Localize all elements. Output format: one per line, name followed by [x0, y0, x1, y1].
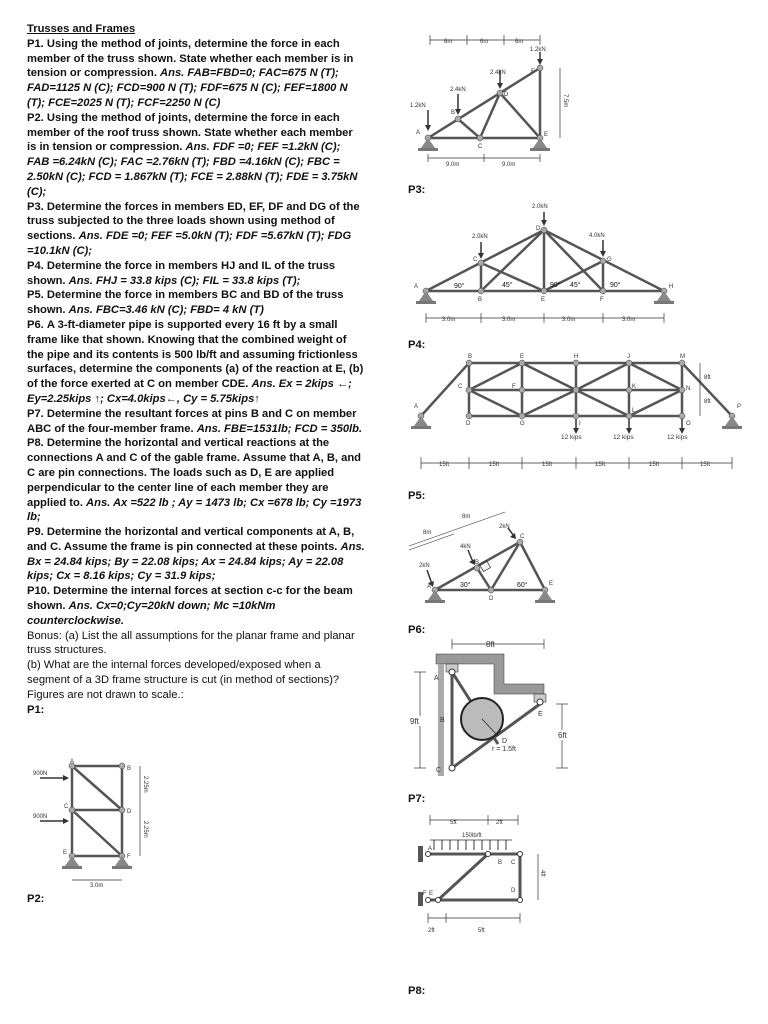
p4-dim-8: 15ft	[700, 462, 711, 468]
figure-p2	[408, 28, 578, 170]
fig-label-p2: P2:	[27, 893, 45, 905]
problem-1	[27, 37, 365, 111]
p2-dim-6: 9.0m	[502, 162, 516, 168]
svg-text:H: H	[669, 284, 674, 290]
p4-load-3: 12 kips	[667, 434, 688, 441]
p6-radius: r = 1.5ft	[492, 746, 516, 753]
problem-5	[27, 288, 365, 318]
svg-text:A: A	[434, 675, 439, 682]
problem-id: P2.	[27, 111, 44, 124]
p5-dim-2: 8m	[423, 530, 432, 536]
problem-id: P3.	[27, 200, 44, 213]
svg-text:H: H	[574, 354, 579, 360]
p2-load-3: 2.4kN	[490, 70, 506, 76]
p2-load-1: 1.2kN	[410, 103, 426, 109]
p3-angle-3: 90°	[550, 282, 561, 289]
svg-text:A: A	[70, 759, 75, 765]
svg-text:C: C	[511, 860, 516, 866]
svg-text:B: B	[498, 860, 503, 866]
svg-text:B: B	[475, 560, 480, 566]
svg-text:C: C	[473, 257, 478, 263]
svg-text:J: J	[627, 354, 630, 360]
svg-text:B: B	[440, 717, 445, 724]
problem-answer: Ans. FDF =0; FEF =1.2kN (C); FAB =6.24kN (C); FAC =2.76kN (T); FBD =4.16kN (C); FBC = 2.50kN (C); FCD = 1.867kN (T); FCE = 2.88kN (T); FDE = 3.75kN (C);	[27, 141, 358, 198]
p2-dim-4: 7.5m	[562, 94, 568, 108]
problem-4	[27, 259, 365, 289]
svg-text:K: K	[632, 384, 637, 390]
p7-dim-2: 2ft	[496, 820, 503, 826]
p3-angle-2: 45°	[502, 282, 513, 289]
figure-p7	[408, 808, 558, 940]
p3-load-3: 4.0kN	[589, 233, 605, 239]
problem-answer: Ans. Bx = 24.84 kips; By = 22.08 kips; Ax = 24.84 kips; Ay = 22.08 kips; Cx = 8.16 kips; Cy = 31.9 kips;	[27, 540, 365, 583]
problem-id: P8.	[27, 437, 44, 450]
svg-text:I: I	[579, 421, 581, 427]
scale-note: Figures are not drawn to scale.:	[27, 688, 184, 701]
problem-3	[27, 200, 365, 259]
svg-text:E: E	[541, 297, 546, 303]
fig-label-p3: P3:	[408, 184, 426, 196]
svg-text:D: D	[536, 226, 541, 232]
svg-text:A: A	[414, 284, 419, 290]
figure-p1	[30, 758, 180, 893]
svg-text:C: C	[458, 384, 463, 390]
p3-dim-2: 3.0m	[502, 317, 516, 323]
p3-load-1: 2.0kN	[472, 234, 488, 240]
p1-load-2: 900N	[33, 814, 48, 820]
p2-load-2: 2.4kN	[450, 87, 466, 93]
p2-load-4: 1.2kN	[530, 47, 546, 53]
problems-container	[27, 37, 365, 629]
problem-id: P9.	[27, 526, 44, 539]
svg-text:L: L	[632, 408, 636, 414]
svg-text:F: F	[423, 891, 427, 897]
problem-list	[27, 22, 365, 717]
fig-label-p1: P1:	[27, 703, 45, 716]
problem-text: A 3-ft-diameter pipe is supported every 16 ft by a small frame like that shown. Knowing that the combined weight of the pipe and its contents is 500 lb/ft and assuming frictionless surfaces, determine the components (a) of the reaction at E, (b) of the force exerted at C on member CDE.	[27, 318, 364, 391]
p7-load: 150lb/ft	[462, 833, 482, 839]
p2-dim-3: 6m	[515, 39, 524, 45]
p3-dim-4: 3.0m	[622, 317, 636, 323]
figure-p3	[410, 200, 682, 324]
bonus-b-text: (b) What are the internal forces developed/exposed when a segment of a 3D frame structure is cut (in method of sections)?	[27, 659, 340, 687]
problem-answer: Ans. Cx=0;Cy=20kN down; Mc =10kNm counterclockwise.	[27, 600, 276, 627]
p4-dim-2: 8ft	[704, 399, 711, 405]
page-title: Trusses and Frames	[27, 23, 136, 35]
p4-dim-7: 15ft	[649, 462, 660, 468]
problem-text: Determine the internal forces at section c-c for the beam shown.	[27, 585, 353, 613]
svg-text:B: B	[478, 297, 483, 303]
p2-dim-5: 9.0m	[446, 162, 460, 168]
svg-text:A: A	[416, 130, 421, 136]
p2-dim-2: 6m	[480, 39, 489, 45]
p3-angle-5: 90°	[610, 282, 621, 289]
p3-angle-4: 45°	[570, 282, 581, 289]
p4-load-2: 12 kips	[613, 434, 634, 441]
problem-9	[27, 525, 365, 584]
problem-text: Using the method of joints, determine the force in each member of the truss shown. State whether each member is in tension or compression.	[27, 37, 354, 80]
fig-label-p7: P7:	[408, 793, 426, 805]
svg-text:E: E	[544, 132, 549, 138]
svg-text:B: B	[468, 354, 473, 360]
problem-text: Determine the forces in members ED, EF, DF and DG of the truss subjected to the three loads shown using method of sections.	[27, 200, 360, 243]
svg-text:E: E	[429, 891, 434, 897]
svg-text:D: D	[127, 809, 132, 815]
problem-text: Determine the force in members BC and BD of the truss shown.	[27, 289, 344, 317]
problem-id: P4.	[27, 259, 44, 272]
figure-p4	[406, 350, 746, 474]
problem-8	[27, 436, 365, 525]
problem-7	[27, 407, 365, 437]
svg-text:F: F	[531, 69, 535, 75]
problem-id: P7.	[27, 407, 44, 420]
problem-text: Determine the resultant forces at pins B and C on member ABC of the four-member frame.	[27, 407, 357, 435]
p4-dim-4: 15ft	[489, 462, 500, 468]
problem-id: P6.	[27, 318, 44, 331]
bonus-text: Bonus: (a) List the all assumptions for the planar frame and planar truss structures.	[27, 629, 355, 657]
p5-load-1: 2kN	[419, 563, 430, 569]
p7-dim-5: 5ft	[478, 928, 485, 934]
p1-dim-3: 3.0m	[90, 883, 104, 889]
p5-load-3: 2kN	[499, 524, 510, 530]
svg-text:O: O	[686, 421, 691, 427]
svg-text:C: C	[436, 767, 442, 774]
problem-answer: Ans. FBC=3.46 kN (C); FBD= 4 kN (T)	[68, 304, 264, 317]
problem-answer: Ans. FAB=FBD=0; FAC=675 N (T); FAD=1125 N (C); FCD=900 N (T); FDF=675 N (C); FEF=1800 N (T); FCE=2025 N (T); FCF=2250 N (C)	[27, 67, 348, 109]
p1-dim-2: 2.25m	[142, 821, 148, 838]
p4-dim-1: 8ft	[704, 375, 711, 381]
p1-load-1: 900N	[33, 771, 48, 777]
problem-answer: Ans. Ax =522 lb ; Ay = 1473 lb; Cx =678 lb; Cy =1973 lb;	[27, 496, 362, 524]
fig-label-p5: P5:	[408, 490, 426, 502]
p7-dim-4: 2ft	[428, 928, 435, 934]
p4-dim-5: 15ft	[542, 462, 553, 468]
svg-text:F: F	[512, 384, 516, 390]
svg-text:B: B	[451, 110, 456, 116]
svg-text:G: G	[607, 257, 612, 263]
problem-answer: Ans. FHJ = 33.8 kips (C); FIL = 33.8 kips (T);	[68, 274, 301, 287]
problem-id: P5.	[27, 289, 44, 302]
p3-dim-1: 3.0m	[442, 317, 456, 323]
p6-dim-3: 6ft	[558, 731, 567, 740]
p3-load-2: 2.0kN	[532, 204, 548, 210]
problem-text: Determine the horizontal and vertical reactions at the connections A and C of the gable frame. Assume that A, B, and C are pin connections. The loads such as D, E are applied perpendicular to the center line of each member they are applied to.	[27, 437, 362, 509]
svg-text:P: P	[737, 404, 742, 410]
problem-10	[27, 584, 365, 628]
svg-text:D: D	[504, 92, 509, 98]
fig-label-p6: P6:	[408, 624, 426, 636]
p3-dim-3: 3.0m	[562, 317, 576, 323]
fig-label-p8: P8:	[408, 985, 426, 997]
svg-text:N: N	[686, 386, 691, 392]
problem-id: P10.	[27, 585, 51, 598]
svg-text:E: E	[63, 850, 68, 856]
p7-dim-1: 5ft	[450, 820, 457, 826]
p6-dim-1: 8ft	[486, 640, 495, 649]
svg-text:D: D	[466, 421, 471, 427]
svg-text:C: C	[520, 534, 525, 540]
p4-load-1: 12 kips	[561, 434, 582, 441]
svg-text:G: G	[520, 421, 525, 427]
p2-dim-1: 6m	[444, 39, 453, 45]
p7-dim-3: 4ft	[539, 870, 545, 877]
figure-p5	[405, 506, 565, 610]
problem-answer: Ans. FBE=1531lb; FCD = 350lb.	[196, 422, 363, 435]
p5-angle-1: 30°	[460, 582, 471, 589]
problem-text: Determine the horizontal and vertical components at A, B, and C. Assume the frame is pin connected at these points.	[27, 526, 355, 553]
p4-dim-6: 15ft	[595, 462, 606, 468]
svg-text:E: E	[520, 354, 525, 360]
p1-dim-1: 2.25m	[142, 776, 148, 793]
problem-text: Determine the force in members HJ and IL of the truss shown.	[27, 259, 336, 287]
figure-p6	[406, 636, 586, 778]
svg-text:B: B	[127, 766, 132, 772]
svg-text:E: E	[538, 711, 543, 718]
problem-answer: Ans. FDE =0; FEF =5.0kN (T); FDF =5.67kN (T); FDG =10.1kN (C);	[27, 230, 352, 257]
p3-angle-1: 90°	[454, 283, 465, 290]
p5-angle-2: 60°	[517, 582, 528, 589]
svg-text:D: D	[502, 738, 508, 745]
problem-answer: Ans. Ex = 2kips ←; Ey=2.25kips ↑; Cx=4.0kips←, Cy = 5.75kips↑	[27, 378, 352, 405]
problem-6	[27, 318, 365, 407]
svg-text:C: C	[478, 144, 483, 150]
svg-text:F: F	[600, 297, 604, 303]
svg-text:M: M	[680, 354, 685, 360]
svg-text:A: A	[414, 404, 419, 410]
p5-dim-1: 8m	[462, 514, 471, 520]
svg-text:D: D	[511, 888, 516, 894]
p4-dim-3: 15ft	[439, 462, 450, 468]
svg-text:E: E	[549, 581, 554, 587]
problem-2	[27, 111, 365, 200]
problem-id: P1.	[27, 37, 44, 50]
svg-text:D: D	[489, 596, 494, 602]
svg-text:C: C	[64, 804, 69, 810]
svg-text:A: A	[427, 584, 432, 590]
p5-load-2: 4kN	[460, 544, 471, 550]
fig-label-p4: P4:	[408, 339, 426, 351]
p6-dim-2: 9ft	[410, 717, 419, 726]
svg-text:F: F	[127, 854, 131, 860]
problem-text: Using the method of joints, determine the force in each member of the roof truss shown. State whether each member is in tension or compression.	[27, 111, 353, 154]
svg-text:A: A	[428, 846, 433, 852]
